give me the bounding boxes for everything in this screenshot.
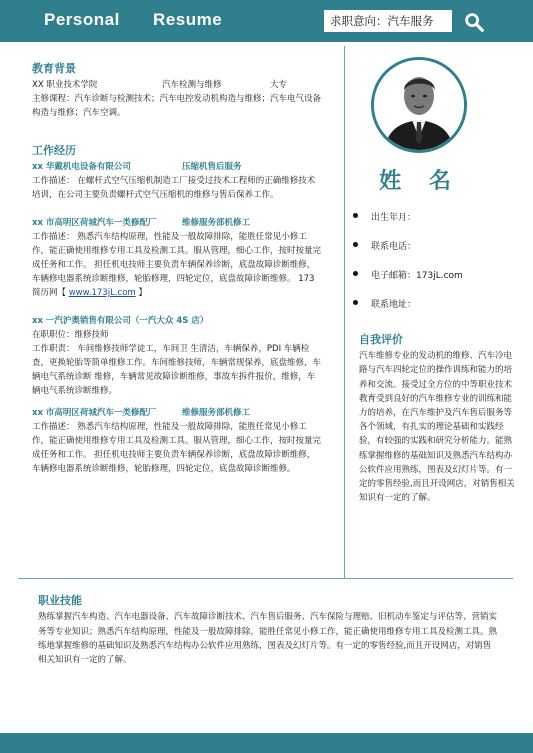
job-1-company: xx 华戴机电设备有限公司	[32, 162, 131, 172]
contact-address-label: 联系地址：	[371, 300, 417, 310]
degree: 大专	[270, 80, 288, 90]
job-4-desc: 工作描述： 熟悉汽车结构原理，性能及一般故障排除，能胜任常见小修工作，能正确使用维修专用工具及检测工具。服从管理，细心工作，按时按量完成任务和工作。 担任机电技师主要负责车辆保养诊断，底盘故障诊断维修，车辆修电器系统诊断维修，轮胎修理，四轮定位，底盘故障诊断维修。	[32, 422, 322, 474]
job-2-desc-tail: 】	[138, 288, 147, 298]
education-courses: 主修课程：汽车诊断与检测技术；汽车电控发动机构造与维修；汽车电气设备构造与维修；汽车空调。	[32, 94, 322, 118]
work-title: 工作经历	[32, 144, 76, 157]
brand-title	[44, 10, 250, 30]
job-intent-field[interactable]: 求职意向：汽车服务	[324, 10, 452, 32]
bullet-icon	[353, 242, 358, 247]
education-row	[32, 78, 322, 92]
candidate-name: 姓 名	[379, 169, 461, 194]
skills-text: 熟练掌握汽车构造、汽车电器设备、汽车故障诊断技术、汽车售后服务、汽车保险与理赔、旧机动车鉴定与评估等、营销实务等专业知识；熟悉汽车结构原理，性能及一般故障排除，能胜任常见小修工作，能正确使用维修专用工具及检测工具。熟练地掌握维修的基础知识及熟悉汽车结构办公软件应用熟练，图表及幻灯片等。有一定的零售经验,而且开设网店，对销售相关知识有一定的了解。	[38, 612, 498, 666]
self-eval-title: 自我评价	[359, 333, 403, 346]
job-2-position: 维修服务部机修工	[182, 218, 251, 228]
education-title: 教育背景	[32, 62, 76, 75]
job-1-header	[32, 160, 322, 174]
skills-section	[38, 594, 498, 667]
job-3-header	[32, 314, 322, 328]
portrait-icon	[374, 60, 464, 150]
section-divider	[18, 578, 513, 579]
footer-bar	[0, 733, 533, 753]
contact-email	[353, 268, 513, 297]
skills-title: 职业技能	[38, 594, 82, 607]
resume-site-link[interactable]: www.173jL.com	[68, 288, 136, 298]
job-1-position: 压缩机售后服务	[182, 162, 242, 172]
job-4-company: xx 市高明区荷城汽车一类修配厂	[32, 408, 157, 418]
brand-word-resume: Resume	[153, 10, 223, 29]
school-name: XX 职业技术学院	[32, 80, 98, 90]
job-3-desc: 工作职责： 车间维修技师学徒工，车间卫 生清洁，车辆保养，PDI 车辆检查，更换轮胎等简单维修工作。车间维修技师，车辆常规保养，底盘维修，车辆电气系统诊断 维修，车辆常见故障诊断维修，事故车拆件报价，维修，车辆电气系统诊断维修。	[32, 344, 322, 396]
search-icon[interactable]	[463, 11, 485, 33]
brand-word-personal: Personal	[44, 10, 120, 29]
job-2-desc-text: 工作描述： 熟悉汽车结构原理，性能及一般故障排除，能胜任常见小修工作，能正确使用维修专用工具及检测工具。服从管理，细心工作，按时按量完成任务和工作。 担任机电技师主要负责车辆保养诊断，底盘故障诊断维修，车辆修电器系统诊断维修，轮胎修理，四轮定位，底盘故障诊断维修。 173 简历网【	[32, 232, 322, 298]
job-2-header	[32, 216, 322, 230]
contact-address	[353, 297, 513, 326]
contact-email-label: 电子邮箱：	[371, 271, 417, 281]
contact-phone-label: 联系电话：	[371, 242, 417, 252]
job-3-post: 在职职位：维修技师	[32, 330, 109, 340]
bullet-icon	[353, 271, 358, 276]
column-divider	[344, 46, 345, 578]
job-4-position: 维修服务部机修工	[182, 408, 251, 418]
job-2-desc	[32, 230, 322, 300]
contact-phone	[353, 239, 513, 268]
job-1-desc: 工作描述： 在螺杆式空气压缩机制造工厂接受过技术工程师的正确维修技术培训，在公司主要负责螺杆式空气压缩机的维修与售后保养工作。	[32, 176, 316, 200]
contact-birth	[353, 210, 513, 239]
contact-email-value[interactable]: 173jL.com	[416, 271, 463, 281]
job-3-company: xx 一汽沪奥销售有限公司（一汽大众 4S 店）	[32, 316, 209, 326]
contact-birth-label: 出生年月：	[371, 213, 417, 223]
bullet-icon	[353, 213, 358, 218]
job-4-header	[32, 406, 322, 420]
contact-list	[353, 210, 513, 326]
job-2-company: xx 市高明区荷城汽车一类修配厂	[32, 218, 157, 228]
bullet-icon	[353, 300, 358, 305]
self-evaluation	[359, 333, 515, 505]
self-eval-text: 汽车维修专业的发动机的维修、汽车冷电路与汽车四轮定位的操作训练和能力的培养和交流。接受过全方位的中等职业技术教育受到良好的汽车维修专业的训练和能力的培养，在汽车维护及汽车售后服务等各个领域，有扎实的理论基础和实践经验，有较强的实践和研究分析能力。能熟练掌握维修的基础知识及熟悉汽车结构办公软件应用熟练，图表及幻灯片等。有一定的零售经验,而且开设网店，对销售相关知识有一定的了解。	[359, 351, 515, 504]
left-column	[32, 62, 322, 476]
major-name: 汽车检测与维修	[162, 80, 222, 90]
avatar	[371, 57, 467, 153]
header-bar	[0, 0, 533, 42]
